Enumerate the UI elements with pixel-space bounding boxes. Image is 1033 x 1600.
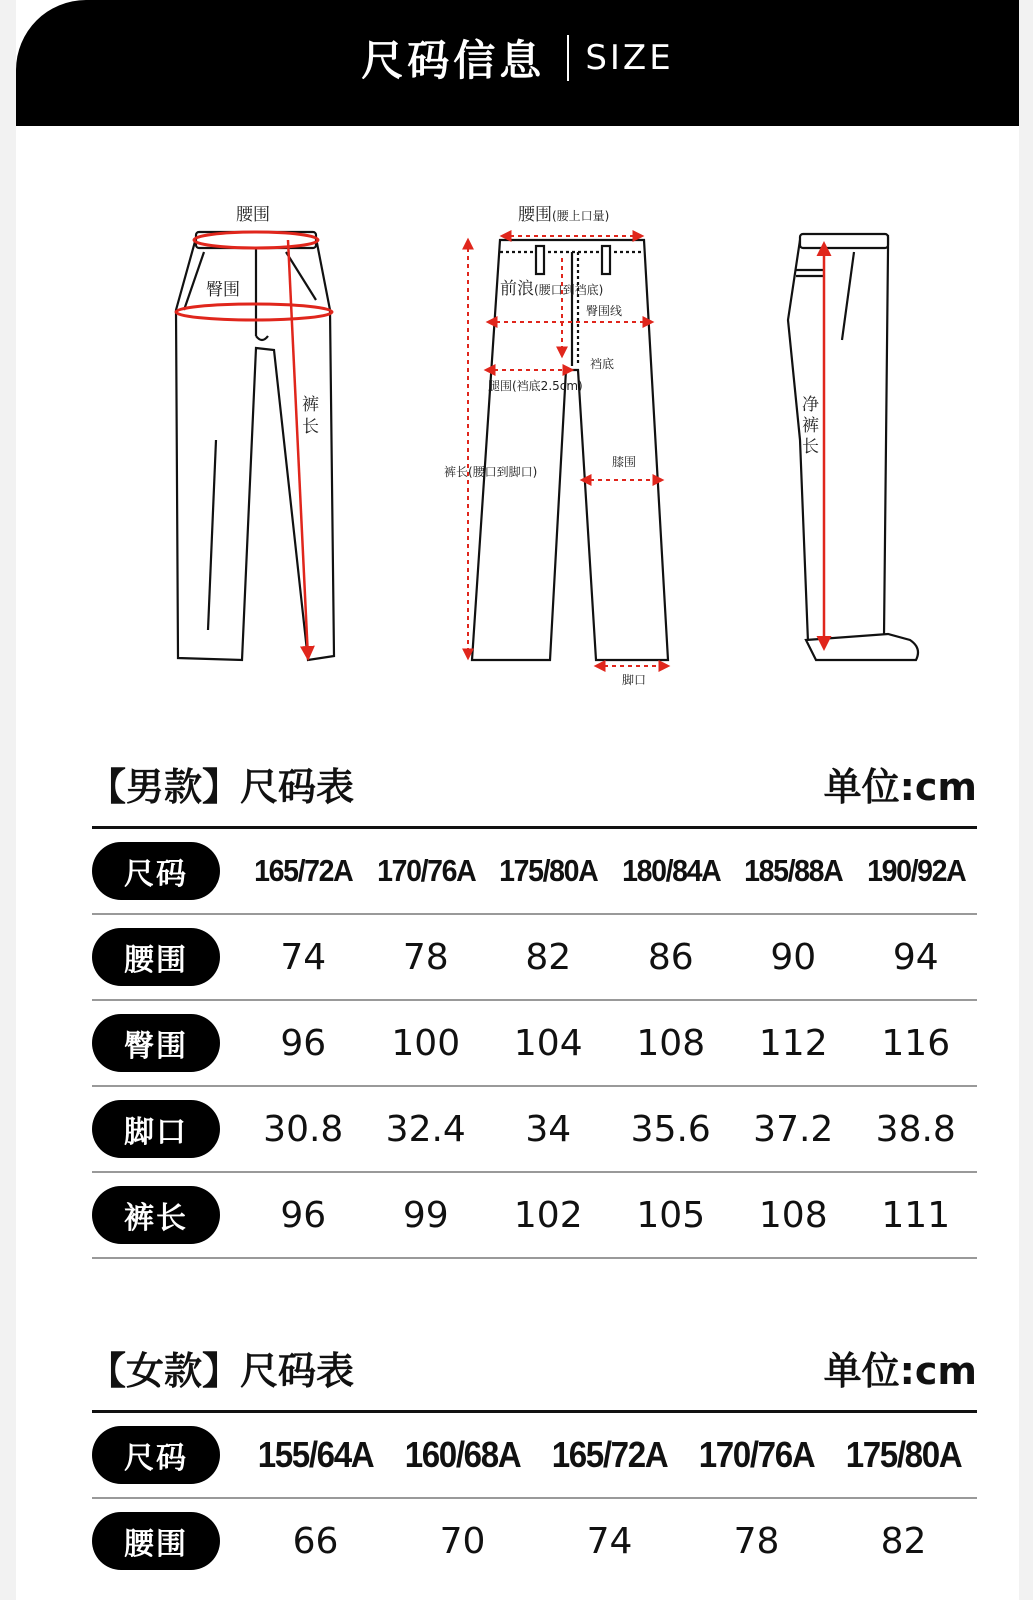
women-table-unit: 单位:cm [823,1349,977,1393]
size-cell: 165/72A [254,853,353,888]
value-cell: 82 [880,1520,927,1562]
value-cell: 38.8 [875,1108,956,1150]
value-cell: 108 [758,1194,828,1236]
side-length-label-3: 长 [802,437,819,457]
side-length-label-2: 裤 [802,416,819,436]
size-cell: 180/84A [621,853,720,888]
front-waist-label: 腰围 [236,205,270,225]
value-cell: 108 [636,1022,706,1064]
header-title-en: SIZE [585,38,674,78]
table-row [92,1413,977,1499]
size-cell: 160/68A [404,1434,521,1475]
men-table-title: 【男款】尺码表 [88,765,355,809]
value-cell: 82 [525,936,572,978]
header-title [16,28,1019,88]
header-curve [16,100,1019,140]
row-label: 尺码 [92,842,220,900]
row-label: 尺码 [92,1426,220,1484]
front-length-label-2: 长 [302,417,319,437]
men-table-unit: 单位:cm [823,765,977,809]
value-cell: 86 [647,936,694,978]
flat-thigh-label: 腿围(裆底2.5cm) [488,379,583,393]
value-cell: 100 [391,1022,461,1064]
value-cell: 32.4 [385,1108,466,1150]
row-label: 腰围 [92,1512,220,1570]
value-cell: 105 [636,1194,706,1236]
value-cell: 94 [892,936,939,978]
table-row [92,1087,977,1173]
women-size-table [92,1410,977,1583]
row-label: 腰围 [92,928,220,986]
size-cell: 165/72A [551,1434,668,1475]
size-cell: 190/92A [866,853,965,888]
size-cell: 170/76A [698,1434,815,1475]
size-cell: 170/76A [376,853,475,888]
header-title-cn: 尺码信息 [361,36,546,85]
value-cell: 34 [525,1108,572,1150]
value-cell: 70 [439,1520,486,1562]
value-cell: 66 [292,1520,339,1562]
size-cell: 185/88A [744,853,843,888]
table-row [92,829,977,915]
value-cell: 96 [280,1022,327,1064]
value-cell: 111 [881,1194,951,1236]
pants-measurement-diagram [16,140,1019,700]
table-row [92,1001,977,1087]
front-hip-label: 臀围 [206,280,240,300]
flat-hem-label: 脚口 [622,673,647,687]
value-cell: 104 [513,1022,583,1064]
value-cell: 112 [758,1022,828,1064]
row-label: 脚口 [92,1100,220,1158]
flat-waist-label: 腰围(腰上口量) [518,205,610,225]
value-cell: 99 [402,1194,449,1236]
table-row [92,1173,977,1259]
flat-crotch-label: 裆底 [590,357,615,371]
row-label: 裤长 [92,1186,220,1244]
value-cell: 116 [881,1022,951,1064]
flat-hip-line-label: 臀围线 [586,304,623,318]
flat-view-pants [472,240,668,660]
header-divider [567,35,569,81]
flat-rise-label: 前浪(腰口到裆底) [500,279,604,299]
value-cell: 74 [280,936,327,978]
row-label: 臀围 [92,1014,220,1072]
front-length-label-1: 裤 [302,395,319,415]
value-cell: 30.8 [263,1108,344,1150]
table-row [92,1499,977,1583]
value-cell: 90 [770,936,817,978]
size-cell: 175/80A [499,853,598,888]
flat-knee-label: 膝围 [612,455,637,469]
size-cell: 175/80A [845,1434,962,1475]
men-size-table [92,826,977,1259]
table-row [92,915,977,1001]
front-view-pants [176,232,334,660]
value-cell: 96 [280,1194,327,1236]
value-cell: 102 [513,1194,583,1236]
right-margin [1019,0,1033,1600]
flat-length-label: 裤长(腰口到脚口) [444,465,538,479]
left-margin [0,0,16,1600]
value-cell: 35.6 [630,1108,711,1150]
size-cell: 155/64A [257,1434,374,1475]
value-cell: 78 [402,936,449,978]
side-length-label-1: 净 [802,395,819,415]
value-cell: 37.2 [753,1108,834,1150]
value-cell: 74 [586,1520,633,1562]
women-table-title: 【女款】尺码表 [88,1349,355,1393]
value-cell: 78 [733,1520,780,1562]
